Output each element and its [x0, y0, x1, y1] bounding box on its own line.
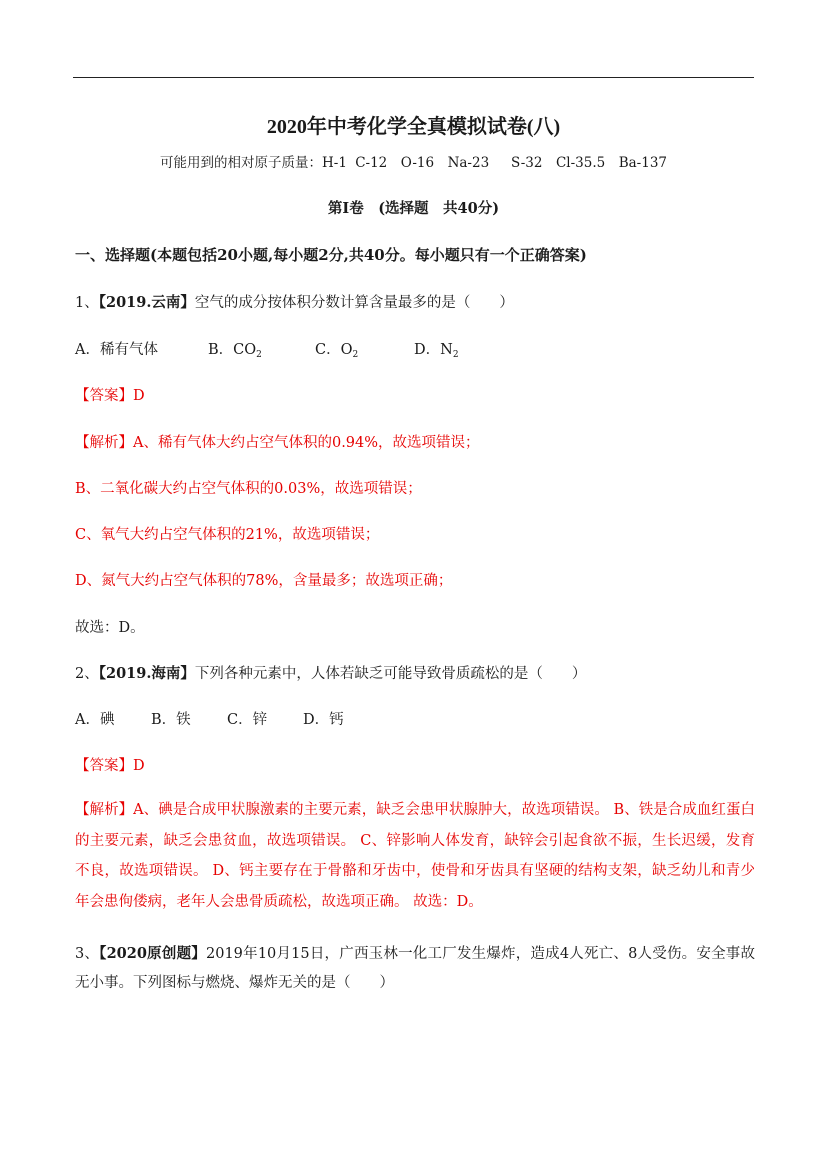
analysis-1-line-3: C、氧气大约占空气体积的21%，故选项错误； — [75, 527, 380, 543]
analysis-1-line-2: B、二氧化碳大约占空气体积的0.03%，故选项错误； — [75, 481, 422, 497]
option-c: C．锌 — [227, 712, 268, 728]
question-source: 【2020原创题】 — [99, 945, 206, 962]
part-header: 一、选择题(本题包括20小题,每小题2分,共40分。每小题只有一个正确答案) — [75, 246, 587, 264]
question-number: 2、 — [75, 666, 99, 682]
option-b: B．$CO_2$ — [208, 342, 262, 360]
atomic-masses: 可能用到的相对原子质量：H-1 C-12 O-16 Na-23 S-32 Cl-35.5 Ba-137 — [159, 155, 668, 171]
question-source: 【2019.海南】 — [98, 665, 195, 682]
analysis-1-line-1: 【解析】A、稀有气体大约占空气体积的0.94%，故选项错误； — [75, 435, 480, 451]
analysis-2: 【解析】A、碘是合成甲状腺激素的主要元素，缺乏会患甲状腺肿大，故选项错误。 B、铁是合成血红蛋白的主要元素，缺乏会患贫血，故选项错误。 C、锌影响人体发育，缺锌会引起食欲不振，生长迟缓，发育不良，故选项错误。 D、钙主要存在于骨骼和牙齿中，使骨和牙齿具有坚硬的结构支架，缺乏幼儿和青少年会患佝偻病，老年人会患骨质疏松，故选项正确。 故选：D。 — [75, 802, 755, 910]
option-b: B．铁 — [151, 712, 191, 728]
question-source: 【2019.云南】 — [98, 294, 195, 311]
question-number: 3、 — [75, 946, 100, 962]
question-1 — [75, 291, 514, 312]
option-a: A．稀有气体 — [75, 342, 158, 358]
header-rule — [73, 77, 754, 78]
question-stem: 下列各种元素中，人体若缺乏可能导致骨质疏松的是（ ） — [194, 666, 587, 682]
question-2 — [75, 662, 586, 683]
answer-1: 【答案】D — [75, 388, 145, 404]
option-d: D．钙 — [303, 712, 344, 728]
option-a: A．碘 — [75, 712, 115, 728]
option-d: D．$N_2$ — [414, 342, 459, 360]
option-c: C．$O_2$ — [315, 342, 359, 360]
question-number: 1、 — [75, 295, 99, 311]
question-1-options — [75, 338, 459, 360]
answer-2: 【答案】D — [75, 758, 145, 774]
section-title: 第Ⅰ卷 (选择题 共40分) — [327, 200, 500, 217]
analysis-1-line-4: D、氮气大约占空气体积的78%，含量最多；故选项正确； — [75, 573, 453, 589]
conclusion-1: 故选：D。 — [75, 620, 145, 636]
question-stem: 2019年10月15日，广西玉林一化工厂发生爆炸，造成4人死亡、8人受伤。安全事故无小事。下列图标与燃烧、爆炸无关的是（ ） — [75, 946, 755, 991]
page-title: 2020年中考化学全真模拟试卷(八) — [266, 116, 561, 138]
question-2-options — [75, 708, 344, 729]
question-stem: 空气的成分按体积分数计算含量最多的是（ ） — [194, 295, 514, 311]
question-3 — [75, 939, 755, 998]
